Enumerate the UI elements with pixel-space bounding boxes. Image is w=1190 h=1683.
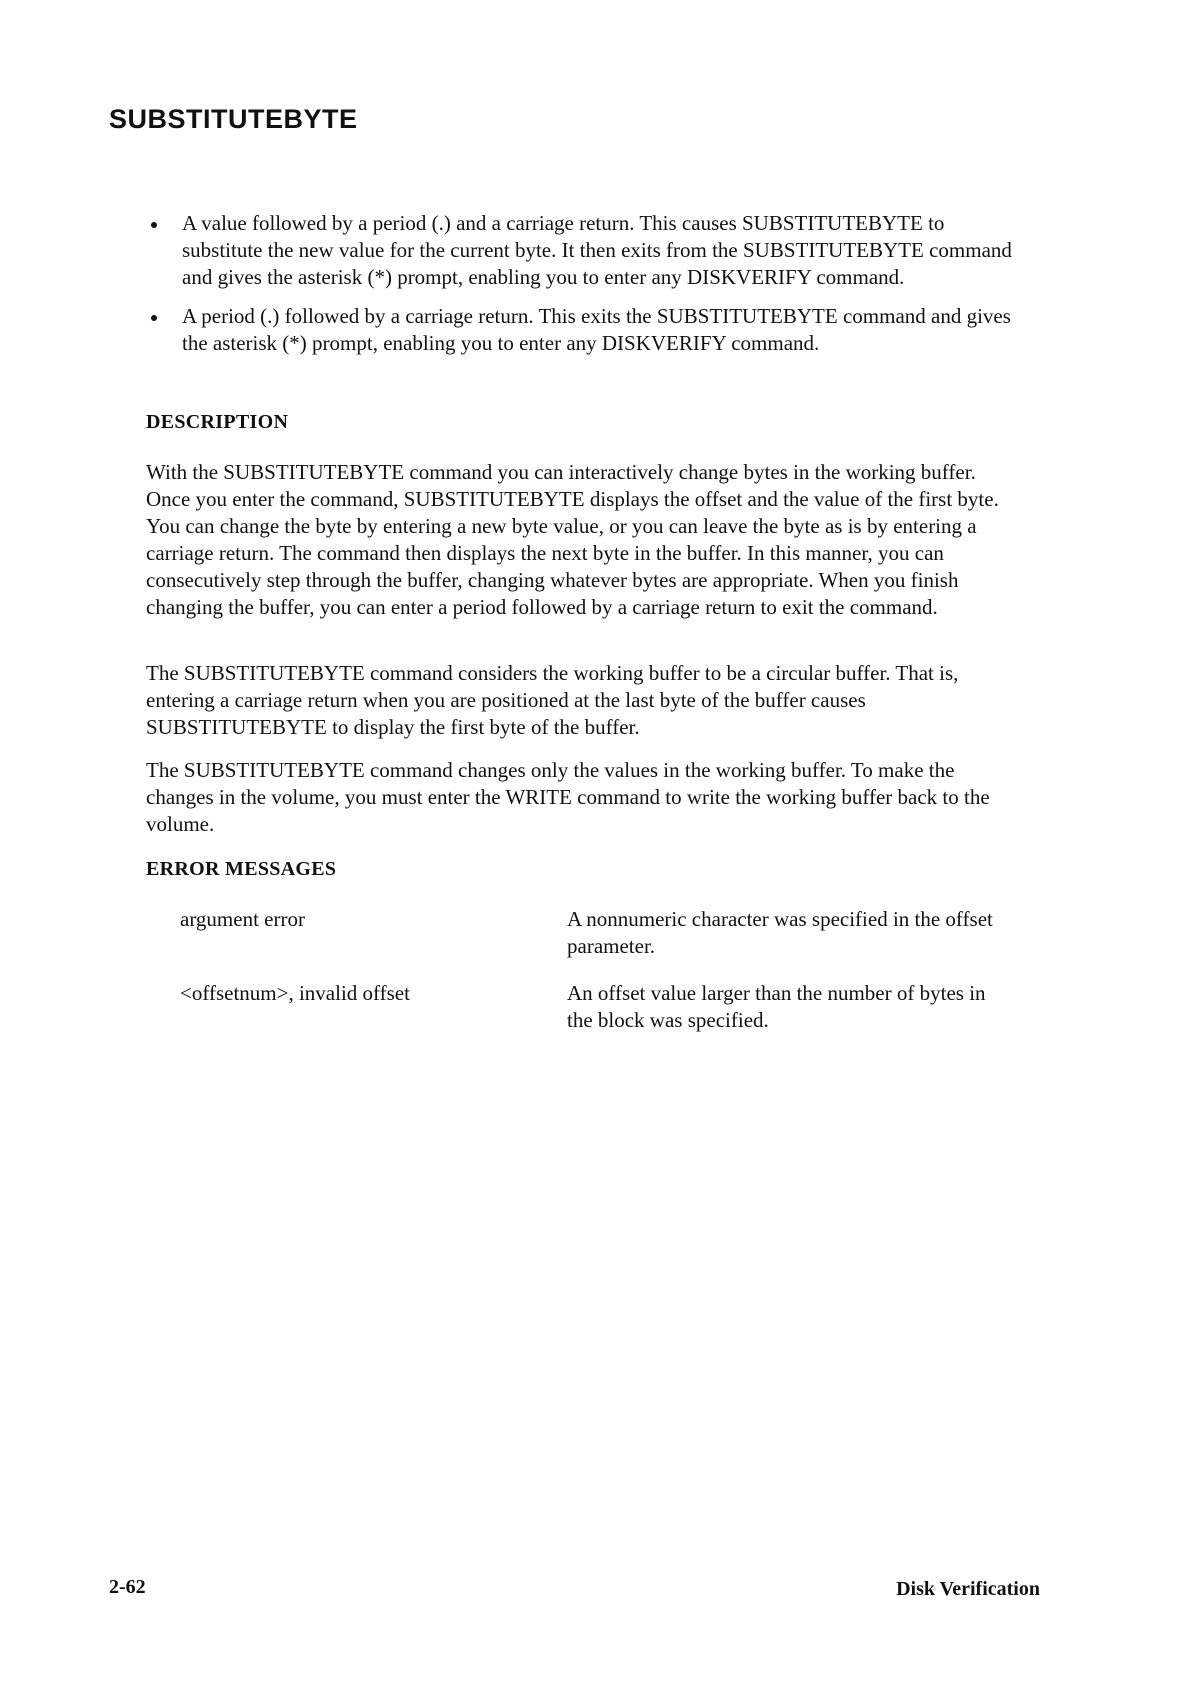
section-title: Disk Verification [896,1578,1040,1600]
bullet-icon [151,222,157,228]
error-messages-heading: ERROR MESSAGES [146,858,337,880]
error-message: <offsetnum>, invalid offset [180,981,410,1005]
description-paragraph: The SUBSTITUTEBYTE command considers the working buffer to be a circular buffer. That is, entering a carriage return when you are positioned at the last byte of the buffer causes SUBSTITUTEBYTE to display the first byte of the buffer. [146,661,959,739]
description-paragraph: With the SUBSTITUTEBYTE command you can interactively change bytes in the working buffer. Once you enter the command, SUBSTITUTEBYTE displays the offset and the value of the first byte. You can change the byte by entering a new byte value, or you can leave the byte as is by entering a carriage return. The command then displays the next byte in the buffer. In this manner, you can consecutively step through the buffer, changing whatever bytes are appropriate. When you finish changing the buffer, you can enter a period followed by a carriage return to exit the command. [146,460,999,619]
bullet-item [146,303,1016,357]
bullet-text: A period (.) followed by a carriage return. This exits the SUBSTITUTEBYTE command and gives the asterisk (*) prompt, enabling you to enter any DISKVERIFY command. [182,304,1011,355]
description-paragraph: The SUBSTITUTEBYTE command changes only the values in the working buffer. To make the changes in the volume, you must enter the WRITE command to write the working buffer back to the volume. [146,758,990,836]
description-heading: DESCRIPTION [146,411,289,433]
bullet-text: A value followed by a period (.) and a carriage return. This causes SUBSTITUTEBYTE to substitute the new value for the current byte. It then exits from the SUBSTITUTEBYTE command and gives the asterisk (*) prompt, enabling you to enter any DISKVERIFY command. [182,211,1012,289]
bullet-item [146,210,1016,291]
page-title: SUBSTITUTEBYTE [109,104,358,134]
bullet-list [146,210,1016,369]
error-description: An offset value larger than the number of bytes in the block was specified. [567,981,986,1032]
error-description: A nonnumeric character was specified in the offset parameter. [567,907,993,958]
error-message: argument error [180,907,305,931]
bullet-icon [151,315,157,321]
page-number: 2-62 [109,1576,146,1598]
